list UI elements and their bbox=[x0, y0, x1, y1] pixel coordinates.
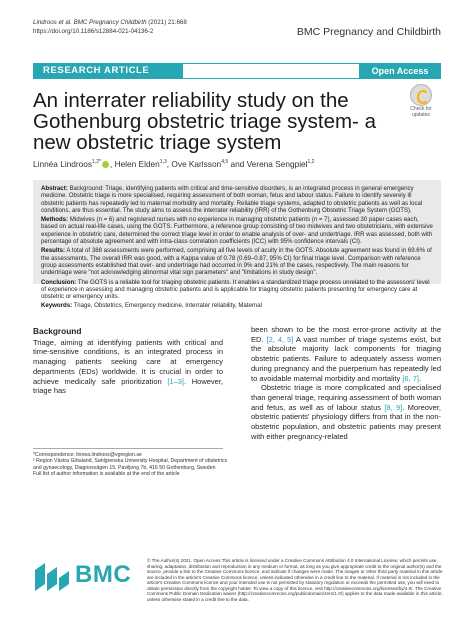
running-header bbox=[33, 18, 187, 36]
abstract-methods-full bbox=[41, 216, 433, 245]
footnote bbox=[33, 452, 228, 478]
article-title: An interrater reliability study on the Gothenburg obstetric triage system- a new obstetric triage system bbox=[33, 89, 376, 154]
author-2-aff: 1,3 bbox=[159, 159, 167, 166]
author-1[interactable]: Linnéa Lindroos bbox=[33, 159, 93, 169]
background-p1-text: Triage, aiming at identifying patients with critical and time-sensitive conditions, is an integrated process in managing patients seeking care at emergency departments (EDs) worldwide. It is crucial in order to achieve medically safe prioritization bbox=[33, 337, 223, 386]
background-left-column bbox=[33, 327, 223, 396]
abstract-keywords-label: Keywords: bbox=[41, 302, 73, 310]
abstract-background-body: Triage, identifying patients with critical and time-sensitive disorders, is an integrated process in general emergency medicine. Obstetric triage is more specialised, requiring assessment of both woman, fetus and labour status. Failure to identify severely ill obstetric patients has repeatedly led to maternal morbidity and mortality. Reliable triage systems, adapted to obstetric patients as well as local conditions, are thus essential. The study aims to assess the interrater reliability (IRR) of the Gothenburg Obstetric Triage System (GOTS). bbox=[41, 185, 423, 214]
background-p3-end: . Moreover, obstetric patients' physiology differs from that in the non-obstetric population, and obstetric patients may present with either pregnancy-related bbox=[251, 402, 442, 441]
abstract-conclusion-text: The GOTS is a reliable tool for triaging obstetric patients. It enables a standardized triage process unrelated to the assessors' level of experience in assessing and managing obstetric patients and is applicable for triaging obstetric patients presenting for emergency care at obstetric or emergency units. bbox=[41, 278, 430, 301]
authors-and: and bbox=[230, 159, 245, 169]
abstract-results-text: A total of 388 assessments were performed, comprising all five levels of acuity in the GOTS. Absolute agreement was found in 69.6% of the assessments. The overall IRR was good, with a Kappa value of 0.78 (0.69–0.87, 95% CI) for final triage level. Comparison with reference group assessments established that over- and undertriage had occurred in 9% and 21% of the cases, respectively. The main reasons for undertriage were "not acknowledging abnormal vital sign parameters" and "limitations in study design". bbox=[41, 247, 432, 277]
abstract-conclusion bbox=[41, 279, 433, 301]
abstract-methods-label-full: Methods: bbox=[41, 216, 69, 224]
background-paragraph-1 bbox=[33, 338, 223, 396]
abstract-full bbox=[33, 180, 441, 310]
background-p2-text: been shown to be the most error-prone activity at the ED. bbox=[251, 325, 441, 344]
header-journal-short: BMC Pregnancy Childbirth bbox=[73, 19, 147, 26]
abstract-keywords bbox=[41, 302, 433, 309]
author-4[interactable]: Verena Sengpiel bbox=[246, 159, 308, 169]
header-doi[interactable]: https://doi.org/10.1186/s12884-021-04136-2 bbox=[33, 28, 154, 35]
background-paragraph-2 bbox=[251, 325, 441, 383]
header-author: Lindroos et al. bbox=[33, 19, 72, 26]
background-p3-text: Obstetric triage is more complicated and specialised than general triage, requiring assessment of both woman and fetus, as well as of labour status bbox=[251, 383, 441, 412]
updates-line2: updates bbox=[412, 111, 430, 118]
correspondence[interactable]: *Correspondence: linnea.lindroos@vgregion.se bbox=[33, 452, 142, 458]
abstract-label-full: Abstract: bbox=[41, 185, 68, 192]
abstract-methods-body: Midwives (n = 6) and registered nurses with no experience in managing obstetric patients (n = 7), assessed 30 paper cases each, based on actual real-life cases, using the GOTS. Furthermore, a reference group consisting of two midwives and two obstetricians, with extensive experience in obstetric care, determined the correct triage level in order to enable analysis of over- and undertriage. IRR was assessed, both with percentage of absolute agreement and with intra-class correlation coefficients (ICC) with 95% confidence intervals (CI). bbox=[41, 216, 433, 246]
abstract-background-full bbox=[41, 185, 433, 214]
abstract-background-sublabel: Background: bbox=[69, 185, 104, 192]
check-for-updates-badge[interactable] bbox=[402, 84, 440, 118]
check-for-updates-icon bbox=[410, 84, 432, 106]
author-4-aff: 1,2 bbox=[307, 159, 315, 166]
background-heading: Background bbox=[33, 326, 82, 336]
license-statement: © The Author(s) 2021. Open Access This article is licensed under a Creative Commons Attribution 4.0 International License, which permits use, sharing, adaptation, distribution and reproduction in any medium or format, as long as you give appropriate credit to the original author(s) and the source, provide a link to the Creative Commons licence, and indicate if changes were made. The images or other third party material in this article are included in the article's Creative Commons licence, unless indicated otherwise in a credit line to the material. If material is not included in the article's Creative Commons licence and your intended use is not permitted by statutory regulation or exceeds the permitted use, you will need to obtain permission directly from the copyright holder. To view a copy of this licence, visit http://creativecommons.org/licenses/by/4.0/. The Creative Commons Public Domain Dedication waiver (http://creativecommons.org/publicdomain/zero/1.0/) applies to the data made available in this article, unless otherwise stated in a credit line to the data. bbox=[147, 558, 443, 602]
author-1-aff: 1,2* bbox=[92, 159, 101, 166]
research-article-label: RESEARCH ARTICLE bbox=[33, 64, 183, 78]
citation-2-4-5[interactable]: [2, 4, 5] bbox=[266, 334, 294, 344]
background-p2-end: . bbox=[419, 373, 422, 383]
journal-name: BMC Pregnancy and Childbirth bbox=[296, 26, 441, 38]
citation-8-9[interactable]: [8, 9] bbox=[384, 402, 403, 412]
article-type-bar bbox=[33, 63, 441, 79]
background-p1-end: . However, triage has bbox=[33, 376, 223, 396]
orcid-icon[interactable] bbox=[102, 161, 109, 168]
author-3-aff: 4,5 bbox=[221, 159, 229, 166]
background-paragraph-3 bbox=[251, 383, 441, 441]
background-p2-mid: A vast number of triage systems exist, but the absolute majority lack components for triaging obstetric patients. Failure to adequately assess women during pregnancy and the puerperium has repeatedly led to avoidable maternal morbidity and mortality bbox=[251, 334, 441, 383]
check-for-updates-text bbox=[402, 107, 440, 118]
citation-1-3[interactable]: [1–3] bbox=[167, 376, 184, 386]
citation-6-7[interactable]: [6, 7] bbox=[402, 373, 420, 383]
abstract-keywords-text: Triage, Obstetrics, Emergency medicine, Interrater reliability, Maternal bbox=[73, 302, 263, 310]
abstract-conclusion-label: Conclusion: bbox=[41, 278, 77, 286]
background-right-column bbox=[251, 325, 441, 441]
author-3[interactable]: Ove Karlsson bbox=[171, 159, 222, 169]
author-list: Linnéa Lindroos$^{1,2*}$ , Helen Elden$^{1,3}$, Ove Karlsson$^{4,5}$ and Verena Sengpiel$^{1,2}$ bbox=[33, 159, 315, 169]
open-access-label: Open Access bbox=[359, 64, 441, 78]
header-year: (2021) 21:668 bbox=[148, 19, 187, 26]
abstract-results bbox=[41, 247, 433, 276]
bmc-logo-text: BMC bbox=[75, 561, 132, 588]
footnote-divider bbox=[33, 448, 223, 449]
affiliation-1: ¹ Region Västra Götaland, Sahlgrenska University Hospital, Department of obstetrics and gynaecology, Diagnosvägen 15, Paviljong 7b, 416 50 Gothenburg, Sweden bbox=[33, 458, 228, 471]
author-2[interactable]: Helen Elden bbox=[114, 159, 160, 169]
abstract-results-label: Results: bbox=[41, 247, 66, 255]
author-info-note: Full list of author information is available at the end of the article bbox=[33, 471, 180, 478]
updates-line1: Check for bbox=[410, 106, 432, 112]
